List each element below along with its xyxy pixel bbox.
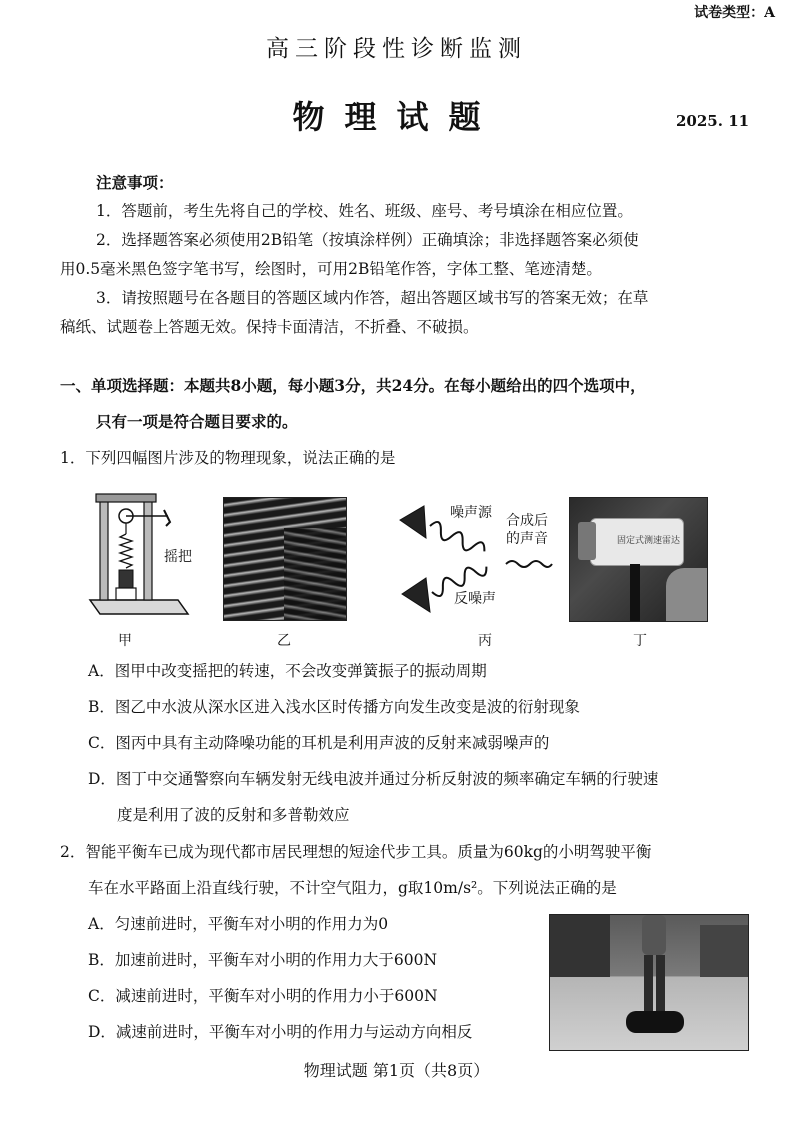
figure-jia-left-post: [100, 498, 108, 600]
paper-type: 试卷类型：A: [694, 5, 775, 21]
q2-balance-scooter-photo: [549, 914, 749, 1051]
q2-option-a: A．匀速前进时，平衡车对小明的作用力为0: [88, 915, 389, 933]
notice-item: 稿纸、试题卷上答题无效。保持卡面清洁，不折叠、不破损。: [60, 318, 479, 336]
q2-photo-rider-torso: [642, 915, 666, 955]
q2-photo-scooter: [626, 1011, 684, 1033]
notice-heading: 注意事项：: [96, 173, 174, 192]
subject-title: 物理试题: [292, 98, 501, 136]
figure-ding-tripod: [630, 564, 640, 621]
exam-title: 高三阶段性诊断监测: [266, 36, 527, 62]
figure-bing-noise-speaker: [400, 506, 426, 538]
figure-jia-label: 甲: [118, 633, 132, 649]
q1-option-d: D．图丁中交通警察向车辆发射无线电波并通过分析反射波的频率确定车辆的行驶速: [88, 770, 659, 788]
figure-ding-radar-lens: [578, 522, 596, 560]
figure-ding-officer: [666, 568, 707, 621]
q2-option-c: C．减速前进时，平衡车对小明的作用力小于600N: [88, 987, 438, 1005]
exam-date: 2025. 11: [676, 112, 750, 130]
figure-bing-combined-2: 的声音: [506, 531, 548, 547]
figure-ding-radar-text: 固定式测速雷达: [617, 536, 681, 546]
figure-yi-shallow-region: [284, 528, 346, 620]
figure-jia-base: [90, 600, 188, 614]
question-2-stem: 2．智能平衡车已成为现代都市居民理想的短途代步工具。质量为60kg的小明驾驶平衡: [60, 843, 652, 861]
figure-bing-combined-wave: [506, 561, 552, 567]
figure-ding-radar: [569, 497, 708, 622]
q2-photo-building: [550, 915, 610, 977]
figure-bing-noise-wave: [427, 520, 487, 558]
figure-jia-weight: [119, 570, 133, 588]
question-1-stem: 1．下列四幅图片涉及的物理现象，说法正确的是: [60, 449, 396, 467]
q1-option-c: C．图丙中具有主动降噪功能的耳机是利用声波的反射来减弱噪声的: [88, 734, 550, 752]
figure-bing-noise-source: 噪声源: [450, 505, 492, 521]
q2-photo-rider-leg-right: [656, 955, 665, 1015]
q1-option-b: B．图乙中水波从深水区进入浅水区时传播方向发生改变是波的衍射现象: [88, 698, 580, 716]
q2-photo-rider-leg-left: [644, 955, 653, 1015]
question-2-stem-cont: 车在水平路面上沿直线行驶，不计空气阻力，g取10m/s²。下列说法正确的是: [88, 879, 617, 897]
figure-jia-crank: [164, 510, 170, 526]
figure-jia-right-post: [144, 498, 152, 600]
notice-item: 2．选择题答案必须使用2B铅笔（按填涂样例）正确填涂；非选择题答案必须使: [96, 231, 639, 249]
figure-ding-radar-body: [590, 518, 684, 566]
page-footer: 物理试题 第1页（共8页）: [303, 1061, 490, 1080]
figure-ding-label: 丁: [633, 633, 647, 649]
q2-option-d: D．减速前进时，平衡车对小明的作用力与运动方向相反: [88, 1023, 473, 1041]
notice-item: 用0.5毫米黑色签字笔书写，绘图时，可用2B铅笔作答，字体工整、笔迹清楚。: [60, 260, 602, 278]
q1-option-d-cont: 度是利用了波的反射和多普勒效应: [117, 806, 350, 824]
section-heading-cont: 只有一项是符合题目要求的。: [96, 412, 298, 431]
figure-jia-holder: [116, 588, 136, 600]
figure-bing-anti-noise: 反噪声: [454, 591, 496, 607]
q1-option-a: A．图甲中改变摇把的转速，不会改变弹簧振子的振动周期: [88, 662, 487, 680]
figure-jia-spring: [120, 534, 132, 568]
figure-bing-label: 丙: [478, 633, 492, 649]
figure-jia-top-beam: [96, 494, 156, 502]
notice-item: 3．请按照题号在各题目的答题区域内作答，超出答题区域书写的答案无效；在草: [96, 289, 649, 307]
section-heading: 一、单项选择题：本题共8小题，每小题3分，共24分。在每小题给出的四个选项中，: [60, 376, 646, 395]
figure-yi-water-waves: [223, 497, 347, 621]
q2-option-b: B．加速前进时，平衡车对小明的作用力大于600N: [88, 951, 438, 969]
figure-yi-label: 乙: [277, 633, 291, 649]
q2-photo-building-right: [700, 925, 748, 977]
figure-jia-crank-label: 摇把: [164, 549, 192, 565]
figure-bing-anti-speaker: [402, 578, 430, 612]
notice-item: 1．答题前，考生先将自己的学校、姓名、班级、座号、考号填涂在相应位置。: [96, 202, 633, 220]
figure-bing-combined-1: 合成后: [506, 513, 548, 529]
